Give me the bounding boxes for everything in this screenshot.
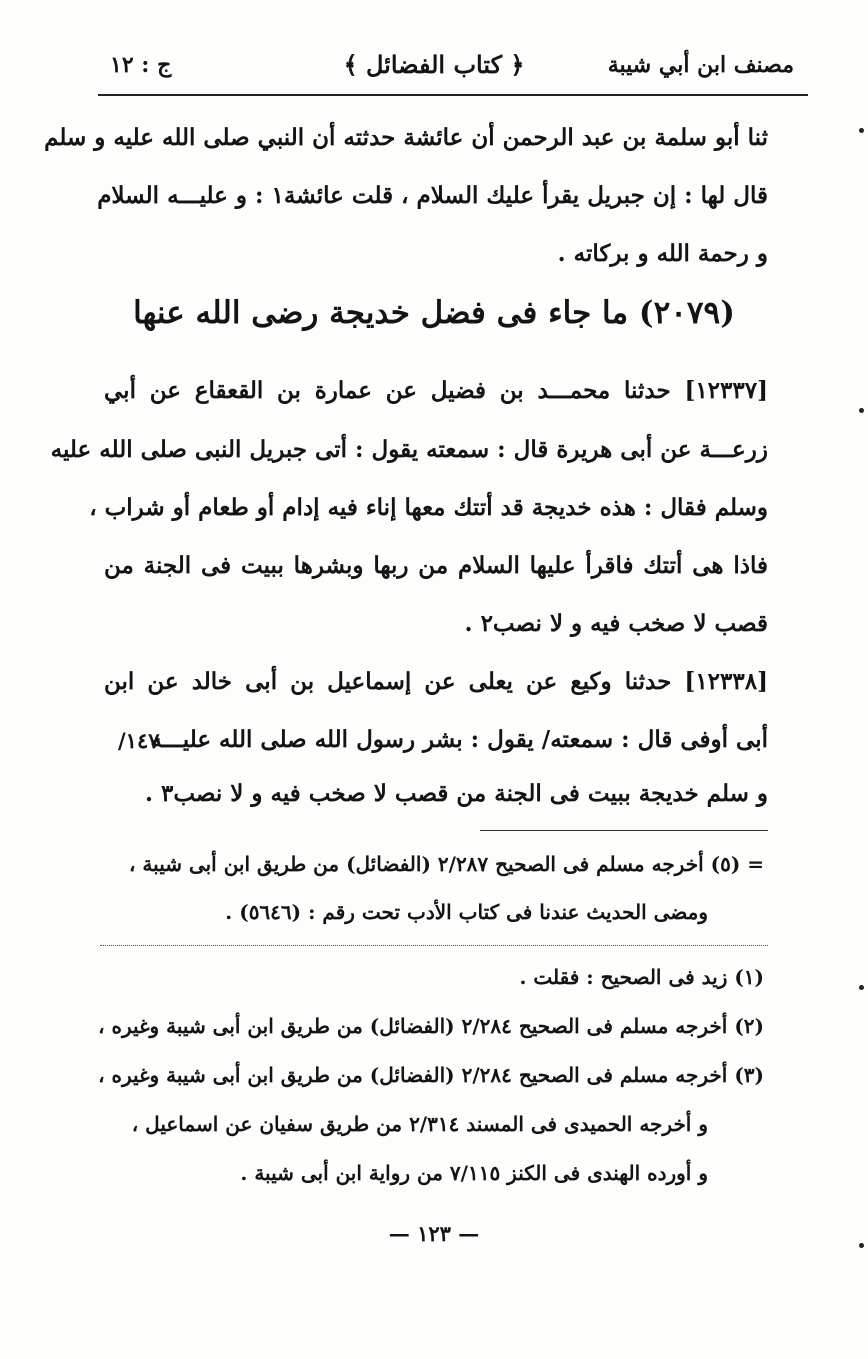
header-rule: [98, 94, 808, 96]
footnote-line: و أخرجه الحميدى فى المسند ٢/٣١٤ من طريق سفيان عن اسماعيل ،: [131, 1112, 708, 1136]
footnote-separator: [100, 945, 768, 946]
text-line: قال لها : إن جبريل يقرأ عليك السلام ، قلت عائشة١ : و عليـــه السلام: [97, 182, 768, 209]
section-heading: (٢٠٧٩) ما جاء فى فضل خديجة رضى الله عنها: [133, 295, 735, 331]
volume-number: ج : ١٢: [110, 52, 172, 78]
chapter-title: ﴿ كتاب الفضائل ﴾: [343, 50, 525, 79]
hadith-line: [١٢٣٣٧] حدثنا محمـــد بن فضيل عن عمارة بن القعقاع عن أبي: [104, 377, 768, 404]
book-title: مصنف ابن أبي شيبة: [607, 52, 794, 78]
footnote-line: (١) زيد فى الصحيح : فقلت .: [519, 965, 764, 989]
scan-mark: [859, 128, 864, 133]
footnote-rule: [480, 830, 768, 831]
hadith-line: و سلم خديجة ببيت فى الجنة من قصب لا صخب فيه و لا نصب٣ .: [144, 780, 768, 807]
footnote-line: (٢) أخرجه مسلم فى الصحيح ٢/٢٨٤ (الفضائل) من طريق ابن أبى شيبة وغيره ،: [98, 1014, 764, 1038]
scan-mark: [859, 408, 864, 413]
footnote-line: = (٥) أخرجه مسلم فى الصحيح ٢/٢٨٧ (الفضائل) من طريق ابن أبى شيبة ،: [129, 852, 764, 876]
scan-mark: [859, 985, 864, 990]
footnote-line: ومضى الحديث عندنا فى كتاب الأدب تحت رقم : (٥٦٤٦) .: [225, 900, 708, 924]
hadith-line: زرعـــة عن أبى هريرة قال : سمعته يقول : أتى جبريل النبى صلى الله عليه: [50, 436, 768, 463]
hadith-line: أبى أوفى قال : سمعته/ يقول : بشر رسول الله صلى الله عليـــه: [150, 726, 768, 753]
page-number: — ١٢٣ —: [388, 1221, 480, 1246]
footnote-line: و أورده الهندى فى الكنز ٧/١١٥ من رواية ابن أبى شيبة .: [240, 1161, 708, 1185]
text-line: ثنا أبو سلمة بن عبد الرحمن أن عائشة حدثته أن النبي صلى الله عليه و سلم: [44, 124, 768, 151]
scan-mark: [859, 1243, 864, 1248]
footnote-line: (٣) أخرجه مسلم فى الصحيح ٢/٢٨٤ (الفضائل) من طريق ابن أبى شيبة وغيره ،: [98, 1063, 764, 1087]
hadith-line: فاذا هى أتتك فاقرأ عليها السلام من ربها وبشرها ببيت فى الجنة من: [104, 552, 768, 579]
hadith-line: قصب لا صخب فيه و لا نصب٢ .: [464, 610, 768, 637]
text-line: و رحمة الله و بركاته .: [557, 240, 768, 267]
manuscript-page-marker: ١٤٧/: [118, 728, 160, 753]
hadith-line: وسلم فقال : هذه خديجة قد أتتك معها إناء فيه إدام أو طعام أو شراب ،: [89, 494, 768, 521]
hadith-line: [١٢٣٣٨] حدثنا وكيع عن يعلى عن إسماعيل بن أبى خالد عن ابن: [104, 668, 768, 695]
